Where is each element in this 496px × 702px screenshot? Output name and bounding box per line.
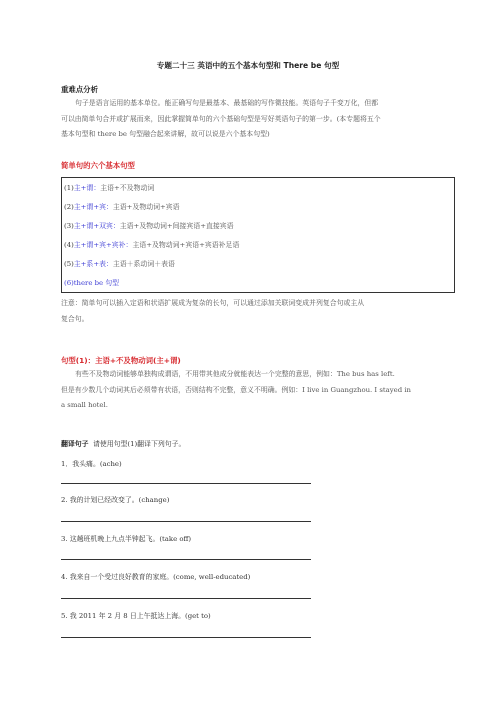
pattern1-line-2: 但是有少数几个动词其后必须带有状语，否则结构不完整，意义不明确。例如：I live in Guangzhou. I stayed in	[61, 385, 411, 394]
answer-line-3	[61, 559, 311, 560]
pattern1-paragraph	[61, 367, 457, 414]
intro-line-1: 句子是语言运用的基本单位。能正确写句是最基本、最基础的写作微技能。英语句子千变万化，但都	[75, 99, 379, 107]
pattern1-heading: 句型(1)：主语+不及物动词(主+谓)	[61, 356, 181, 365]
answer-line-4	[61, 598, 311, 599]
exercise-item-1: 1．我头痛。(ache)	[61, 460, 122, 468]
answer-line-2	[61, 521, 311, 522]
pattern-line-3: (3)主+谓+双宾：主语+及物动词+间接宾语+直接宾语	[64, 222, 234, 230]
section-heading-key-points: 重难点分析	[61, 85, 98, 94]
document-title: 专题二十三 英语中的五个基本句型和 There be 句型	[156, 61, 340, 70]
pattern-line-1: (1)主+谓：主语+不及物动词	[64, 184, 155, 192]
exercise-item-4: 4. 我来自一个受过良好教育的家庭。(come, well-educated)	[61, 573, 251, 581]
answer-line-1	[61, 483, 311, 484]
pattern1-line-1: 有些不及物动词能够单独构成谓语，不用带其他成分就能表达一个完整的意思，例如：The bus has left.	[75, 370, 395, 378]
intro-line-2: 可以由简单句合并或扩展而来，因此掌握简单句的六个基础句型是写好英语句子的第一步。(本专题将五个	[61, 114, 381, 123]
pattern-line-2: (2)主+谓+宾：主语+及物动词+宾语	[64, 203, 180, 211]
pattern-line-5: (5)主+系+表：主语＋系动词＋表语	[64, 260, 175, 268]
note-line-2: 复合句。	[61, 314, 89, 323]
pattern-line-6: (6)there be 句型	[64, 279, 120, 287]
section-heading-six-patterns: 简单句的六个基本句型	[61, 161, 135, 170]
exercise-item-3: 3. 这趟班机晚上九点半钟起飞。(take off)	[61, 535, 192, 543]
exercise-item-2: 2. 我的计划已经改变了。(change)	[61, 496, 170, 504]
note-paragraph	[61, 296, 457, 327]
pattern-line-4: (4)主+谓+宾+宾补：主语+及物动词+宾语+宾语补足语	[64, 241, 240, 249]
pattern1-line-3: a small hotel.	[61, 401, 108, 409]
patterns-box	[61, 177, 455, 293]
exercise-item-5: 5. 我 2011 年 2 月 8 日上午抵达上海。(get to)	[61, 612, 211, 620]
intro-line-3: 基本句型和 there be 句型融合起来讲解，故可以说是六个基本句型)	[61, 130, 270, 138]
note-line-1: 注意：简单句可以插入定语和状语扩展成为复杂的长句，可以通过添加关联词变成并列复合句或主从	[61, 299, 365, 307]
answer-line-5	[61, 637, 311, 638]
exercise-instruction: 翻译句子 请使用句型(1)翻译下列句子。	[61, 440, 186, 448]
intro-paragraph	[61, 96, 457, 143]
